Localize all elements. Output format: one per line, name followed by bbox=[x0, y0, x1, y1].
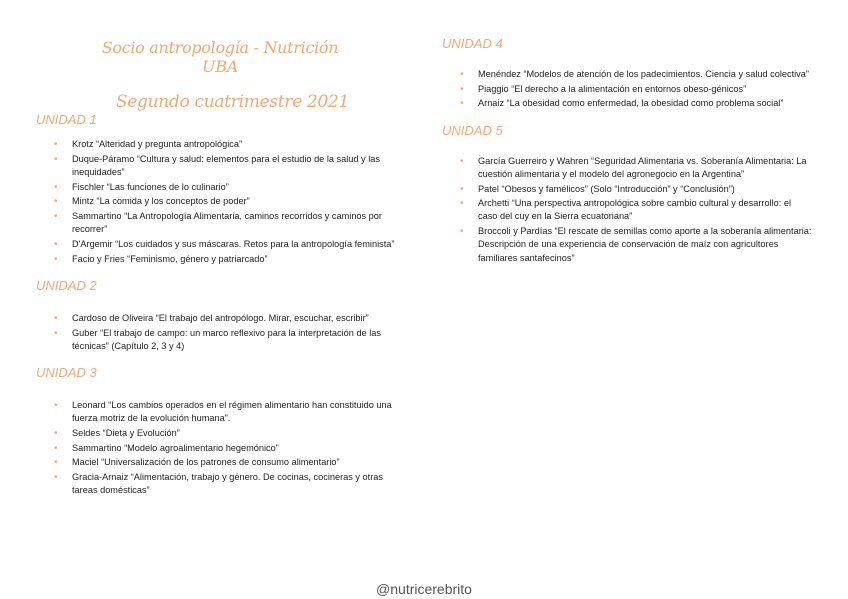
bullet-icon: • bbox=[460, 83, 464, 95]
list-item: • Mintz “La comida y los conceptos de poder” bbox=[54, 196, 250, 208]
unit-3-title: UNIDAD 3 bbox=[36, 364, 97, 380]
bullet-icon: • bbox=[460, 226, 464, 238]
unit-5-list bbox=[442, 155, 812, 265]
list-item: • Fischler “Las funciones de lo culinario” bbox=[54, 181, 229, 193]
list-item: • Arnaiz “La obesidad como enfermedad, la obesidad como problema social” bbox=[460, 98, 784, 110]
unit-4-title: UNIDAD 4 bbox=[442, 36, 503, 51]
list-item: • García Guerreiro y Wahren “Seguridad Alimentaria vs. Soberanía Alimentaria: La cuestión alimentaria y el modelo del agronegocio en la Argentina” bbox=[460, 155, 807, 179]
bullet-icon: • bbox=[54, 399, 58, 411]
bullet-icon: • bbox=[54, 442, 58, 454]
unit-4-list bbox=[442, 68, 812, 111]
course-title: Socio antropología - Nutrición UBA bbox=[101, 38, 339, 76]
list-item: • Menéndez “Modelos de atención de los padecimientos. Ciencia y salud colectiva” bbox=[460, 69, 809, 80]
bullet-icon: • bbox=[460, 183, 464, 195]
bullet-icon: • bbox=[460, 155, 464, 167]
semester-title: Segundo cuatrimestre 2021 bbox=[115, 92, 350, 112]
bullet-icon: • bbox=[54, 238, 58, 250]
bullet-icon: • bbox=[460, 98, 464, 110]
bullet-icon: • bbox=[54, 471, 58, 483]
list-item: • Leonard “Los cambios operados en el régimen alimentario han constituido una fuerza motriz de la evolución humana”. bbox=[54, 399, 392, 424]
list-item: • Krotz “Alteridad y pregunta antropológica” bbox=[54, 139, 243, 150]
bullet-icon: • bbox=[460, 198, 464, 210]
list-item: • Patel “Obesos y famélicos” (Solo “Introducción” y “Conclusión”) bbox=[460, 183, 735, 195]
right-column bbox=[442, 36, 812, 277]
list-item: • Maciel “Universalización de los patrones de consumo alimentario” bbox=[54, 457, 340, 469]
unit-3-list bbox=[36, 399, 406, 497]
bullet-icon: • bbox=[54, 327, 58, 339]
list-item: • Broccoli y Pardías “El rescate de semillas como aporte a la soberanía alimentaria: Descripción de una experiencia de conservación de maíz con agricultores familiares santafecinos” bbox=[460, 226, 812, 263]
bullet-icon: • bbox=[54, 153, 58, 165]
unit-2-list bbox=[36, 312, 406, 353]
unit-1-list bbox=[36, 138, 406, 266]
bullet-icon: • bbox=[54, 427, 58, 439]
list-item: • Piaggio “El derecho a la alimentación en entornos obeso-génicos” bbox=[460, 83, 747, 95]
list-item: • Facio y Fries “Feminismo, género y patriarcado” bbox=[54, 253, 268, 265]
left-column bbox=[36, 112, 406, 509]
unit-2-title: UNIDAD 2 bbox=[36, 277, 97, 293]
bullet-icon: • bbox=[54, 457, 58, 469]
list-item: • Sammartino “La Antropología Alimentaria, caminos recorridos y caminos por recorrer” bbox=[54, 211, 382, 235]
list-item: • Cardoso de Oliveira “El trabajo del antropólogo. Mirar, escuchar, escribir” bbox=[54, 312, 369, 324]
list-item: • Archetti “Una perspectiva antropológica sobre cambio cultural y desarrollo: el caso del cuy en la Sierra ecuatoriana” bbox=[460, 198, 792, 222]
list-item: • Sammartino “Modelo agroalimentario hegemónico” bbox=[54, 442, 279, 454]
list-item: • Gracia-Arnaiz “Alimentación, trabajo y género. De cocinas, cocineras y otras tareas domésticas” bbox=[54, 471, 383, 496]
author-handle: @nutricerebrito bbox=[376, 581, 472, 597]
bullet-icon: • bbox=[54, 196, 58, 208]
bullet-icon: • bbox=[54, 181, 58, 193]
unit-1-title: UNIDAD 1 bbox=[36, 112, 97, 127]
bullet-icon: • bbox=[54, 312, 58, 324]
bullet-icon: • bbox=[54, 253, 58, 265]
unit-5-title: UNIDAD 5 bbox=[442, 122, 503, 138]
bullet-icon: • bbox=[54, 211, 58, 223]
list-item: • Duque-Páramo “Cultura y salud: elementos para el estudio de la salud y las inequidades” bbox=[54, 153, 380, 177]
list-item: • Seldes “Dieta y Evolución” bbox=[54, 427, 180, 439]
bullet-icon: • bbox=[54, 139, 58, 150]
document-header bbox=[95, 38, 355, 112]
list-item: • D'Argemir “Los cuidados y sus máscaras. Retos para la antropología feminista” bbox=[54, 238, 395, 250]
list-item: • Guber “El trabajo de campo: un marco reflexivo para la interpretación de las técnicas” (Capítulo 2, 3 y 4) bbox=[54, 327, 381, 351]
bullet-icon: • bbox=[460, 69, 464, 80]
